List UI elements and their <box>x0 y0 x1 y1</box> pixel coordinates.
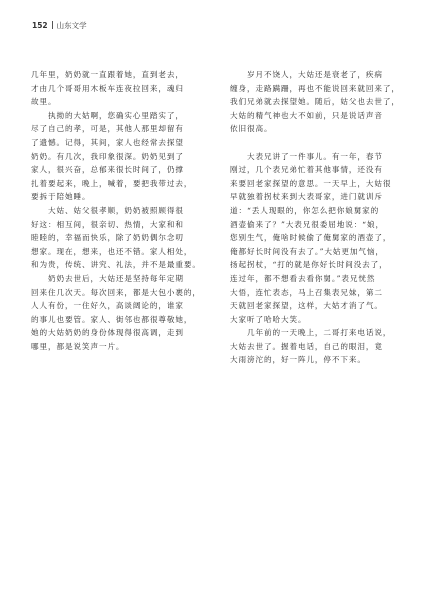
text-line: 来要回老家探望的意思。一天早上，大姑很 <box>230 178 392 188</box>
text-line: 扎着要起来，晚上，喊着，要把我带过去， <box>31 178 193 188</box>
text-line: 她的大姑奶奶的身份体现得很高调，走到 <box>31 328 184 338</box>
text-line: 俺都好长时间没有去了。”大姑更加气恼， <box>230 246 384 256</box>
text-line: 大姑、姑父很孝顺，奶奶被照顾得很 <box>31 205 184 215</box>
text-line: 执拗的大姑啊，您确实心里踏实了， <box>31 110 184 120</box>
text-line: 尽了自己的孝，可是，其他人那里却留有 <box>31 124 184 134</box>
text-line: 哪里，都是说笑声一片。 <box>31 341 125 351</box>
text-line: 想家。现在，想来，也还不错。家人相处， <box>31 246 193 256</box>
text-line: 天就回老家探望，这样，大姑才消了气。 <box>230 301 383 311</box>
text-line: 大姑去世了。握着电话，自己的眼泪，竟 <box>230 341 383 351</box>
text-line: 岁月不饶人，大姑还是衰老了，疾病 <box>230 70 383 79</box>
text-line: 大悟，连忙表态，马上召集表兄妹，第二 <box>230 287 383 297</box>
text-line: 几年前的一天晚上，二哥打来电话说， <box>230 328 392 338</box>
running-header <box>32 21 87 31</box>
text-line: 家人，很兴奋，总郁来很长时间了，仍撑 <box>31 165 184 175</box>
text-line: 回来住几次天。每次回来，都是大包小裹的， <box>31 287 201 297</box>
text-line: 了遗憾。记得，其间，家人也经常去探望 <box>31 137 184 147</box>
text-line: 的事儿也要管。家人、街邻也都很尊敬她， <box>31 314 193 324</box>
text-line: 大家听了哈哈大笑。 <box>230 314 307 324</box>
text-line: 连过年，都不想看去看你舅。”表兄恍然 <box>230 273 376 283</box>
text-line: 才由几个哥哥用木板车连夜拉回来，魂归 <box>31 83 184 93</box>
text-line: 刚过，几个表兄弟忙着其他事情，还没有 <box>230 165 383 175</box>
text-line: 道：“丢人现眼的，你怎么把你娘舅家的 <box>230 205 380 215</box>
text-line: 扬起拐杖，“打的就是你好长时间没去了， <box>230 260 388 270</box>
text-line: 酒壶偷来了？”大表兄很委屈地说：“娘， <box>230 219 384 229</box>
text-line: 大雨滂沱的，好一阵儿，停不下来。 <box>230 355 366 365</box>
text-line: 依旧很高。 <box>230 124 273 134</box>
text-line: 您别生气，俺啥时候偷了俺舅家的酒壶了， <box>230 233 392 243</box>
right-text-column <box>230 68 404 367</box>
text-line: 要拆于陪她睡。 <box>31 192 91 202</box>
text-line: 人人有份，一住好久，高谈阔论的，谁家 <box>31 301 184 311</box>
text-line: 大表兄讲了一件事儿。有一年，春节 <box>230 151 383 161</box>
text-line: 我们兄弟就去探望她。随后，姑父也去世了， <box>230 97 400 107</box>
paragraph-gap <box>230 136 404 150</box>
text-line: 奶奶。有几次，我印象很深。奶奶见到了 <box>31 151 184 161</box>
text-line: 睦睦的，幸福而快乐，除了奶奶偶尔念叨 <box>31 233 184 243</box>
text-line: 故里。 <box>31 97 57 107</box>
text-line: 大姑的精气神也大不如前，只是说话声音 <box>230 110 383 120</box>
page-number: 152 <box>32 21 48 30</box>
text-line: 缠身，走路蹒跚，再也不能说回来就回来了， <box>230 83 400 93</box>
text-line: 早就独着拐杖来到大表哥家，进门就训斥 <box>230 192 383 202</box>
text-line: 和为贵，传统、讲究、礼法，并不是最重要。 <box>31 260 201 270</box>
text-line: 几年里，奶奶就一直跟着她，直到老去， <box>31 70 184 79</box>
left-text-column <box>31 68 215 353</box>
header-divider <box>52 21 53 29</box>
text-line: 好这：相互间，很亲切、热情，大家和和 <box>31 219 184 229</box>
text-line: 奶奶去世后，大姑还是坚持每年定期 <box>31 273 184 283</box>
journal-name: 山东文学 <box>56 21 87 30</box>
